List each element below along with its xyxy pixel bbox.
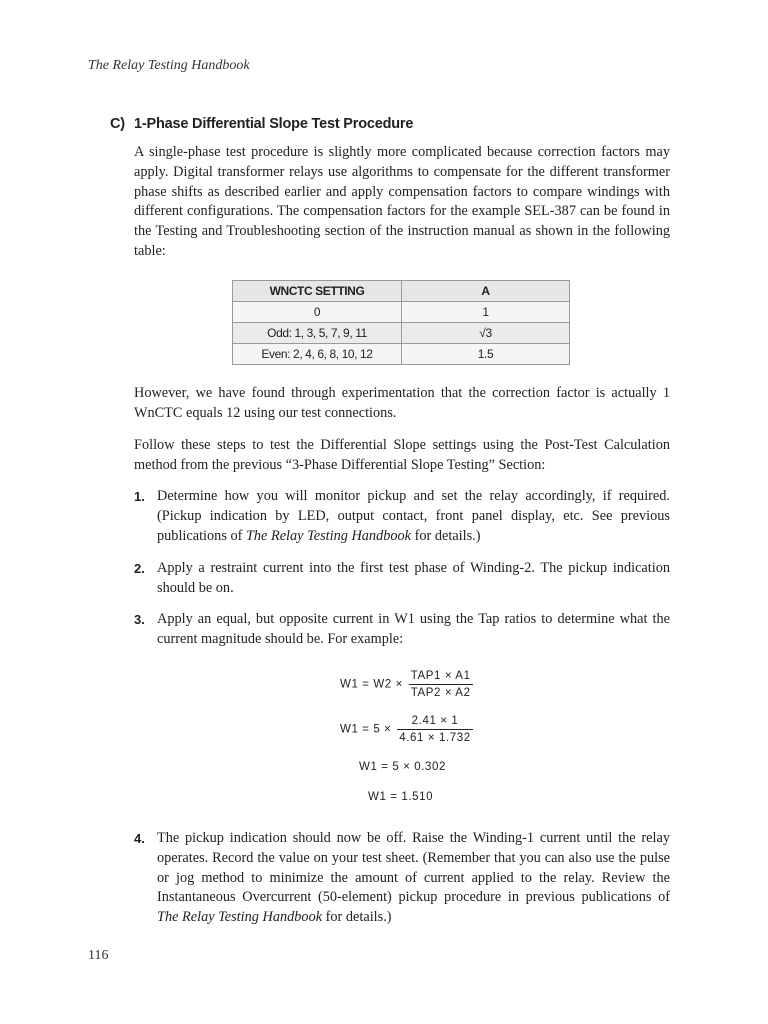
equation-fraction xyxy=(397,715,472,744)
fraction-denominator: TAP2 × A2 xyxy=(410,687,471,699)
page-number: 116 xyxy=(88,948,109,963)
step-item xyxy=(134,610,670,650)
however-paragraph: However, we have found through experimentation that the correction factor is actually 1 WnCTC equals 12 using our test connections. xyxy=(134,385,670,421)
table-header-row xyxy=(233,281,570,302)
table-header-a: A xyxy=(402,281,570,302)
equation-result: W1 = 1.510 xyxy=(368,791,434,803)
table-header-wnctc: WNCTC SETTING xyxy=(233,281,402,302)
equation-fraction xyxy=(409,670,473,699)
table-cell: Even: 2, 4, 6, 8, 10, 12 xyxy=(233,344,402,365)
fraction-denominator: 4.61 × 1.732 xyxy=(399,732,471,744)
table-cell: Odd: 1, 3, 5, 7, 9, 11 xyxy=(233,323,402,344)
table-cell: 1.5 xyxy=(402,344,570,365)
table-cell: √3 xyxy=(402,323,570,344)
step-number: 2. xyxy=(134,561,145,576)
fraction-numerator: 2.41 × 1 xyxy=(397,715,472,730)
equation-lhs: W1 = 5 × xyxy=(340,723,392,736)
step-number: 3. xyxy=(134,612,145,627)
equation-substituted xyxy=(340,715,473,744)
step-text: Apply an equal, but opposite current in W1 using the Tap ratios to determine what the current magnitude should be. For example: xyxy=(157,611,670,647)
step-item xyxy=(134,829,670,928)
step-text: Determine how you will monitor pickup and set the relay accordingly, if required. (Pickup indication by LED, output contact, front panel display, etc. See previous publications of The Relay Testing Handbook for details.) xyxy=(157,488,670,544)
follow-paragraph: Follow these steps to test the Differential Slope settings using the Post-Test Calculation method from the previous “3-Phase Differential Slope Testing” Section: xyxy=(134,437,670,473)
section-heading xyxy=(110,116,413,132)
equation-lhs: W1 = W2 × xyxy=(340,678,403,691)
running-head: The Relay Testing Handbook xyxy=(88,58,250,73)
table-row xyxy=(233,302,570,323)
table-cell: 0 xyxy=(233,302,402,323)
step-item xyxy=(134,559,670,599)
intro-paragraph: A single-phase test procedure is slightly more complicated because correction factors may apply. Digital transformer relays use algorithms to compensate for the different transformer phase shifts as described earlier and apply compensation factors to compare windings with different configurations. The compensation factors for the example SEL-387 can be found in the Testing and Troubleshooting section of the instruction manual as shown in the following table: xyxy=(134,144,670,259)
fraction-numerator: TAP1 × A1 xyxy=(409,670,473,685)
book-title: The Relay Testing Handbook xyxy=(157,909,323,926)
table-row xyxy=(233,344,570,365)
book-title: The Relay Testing Handbook xyxy=(245,527,412,544)
step-text: The pickup indication should now be off. Raise the Winding-1 current until the relay operates. Record the value on your test sheet. (Remember that you can also use the pulse or jog method to minimize the amount of current applied to the relay. Review the Instantaneous Overcurrent (50-element) pickup procedure in previous publications of The Relay Testing Handbook for details.) xyxy=(157,830,670,926)
step-text: Apply a restraint current into the first test phase of Winding-2. The pickup indication should be on. xyxy=(157,560,670,596)
step-item xyxy=(134,487,670,546)
step-number: 4. xyxy=(134,831,145,846)
section-title: 1-Phase Differential Slope Test Procedure xyxy=(134,116,414,132)
compensation-table xyxy=(232,280,570,365)
table-row xyxy=(233,323,570,344)
equation-simplified: W1 = 5 × 0.302 xyxy=(359,761,447,773)
step-number: 1. xyxy=(134,489,145,504)
section-letter: C) xyxy=(110,116,125,132)
equation-tap-ratio xyxy=(340,670,473,699)
table-cell: 1 xyxy=(402,302,570,323)
